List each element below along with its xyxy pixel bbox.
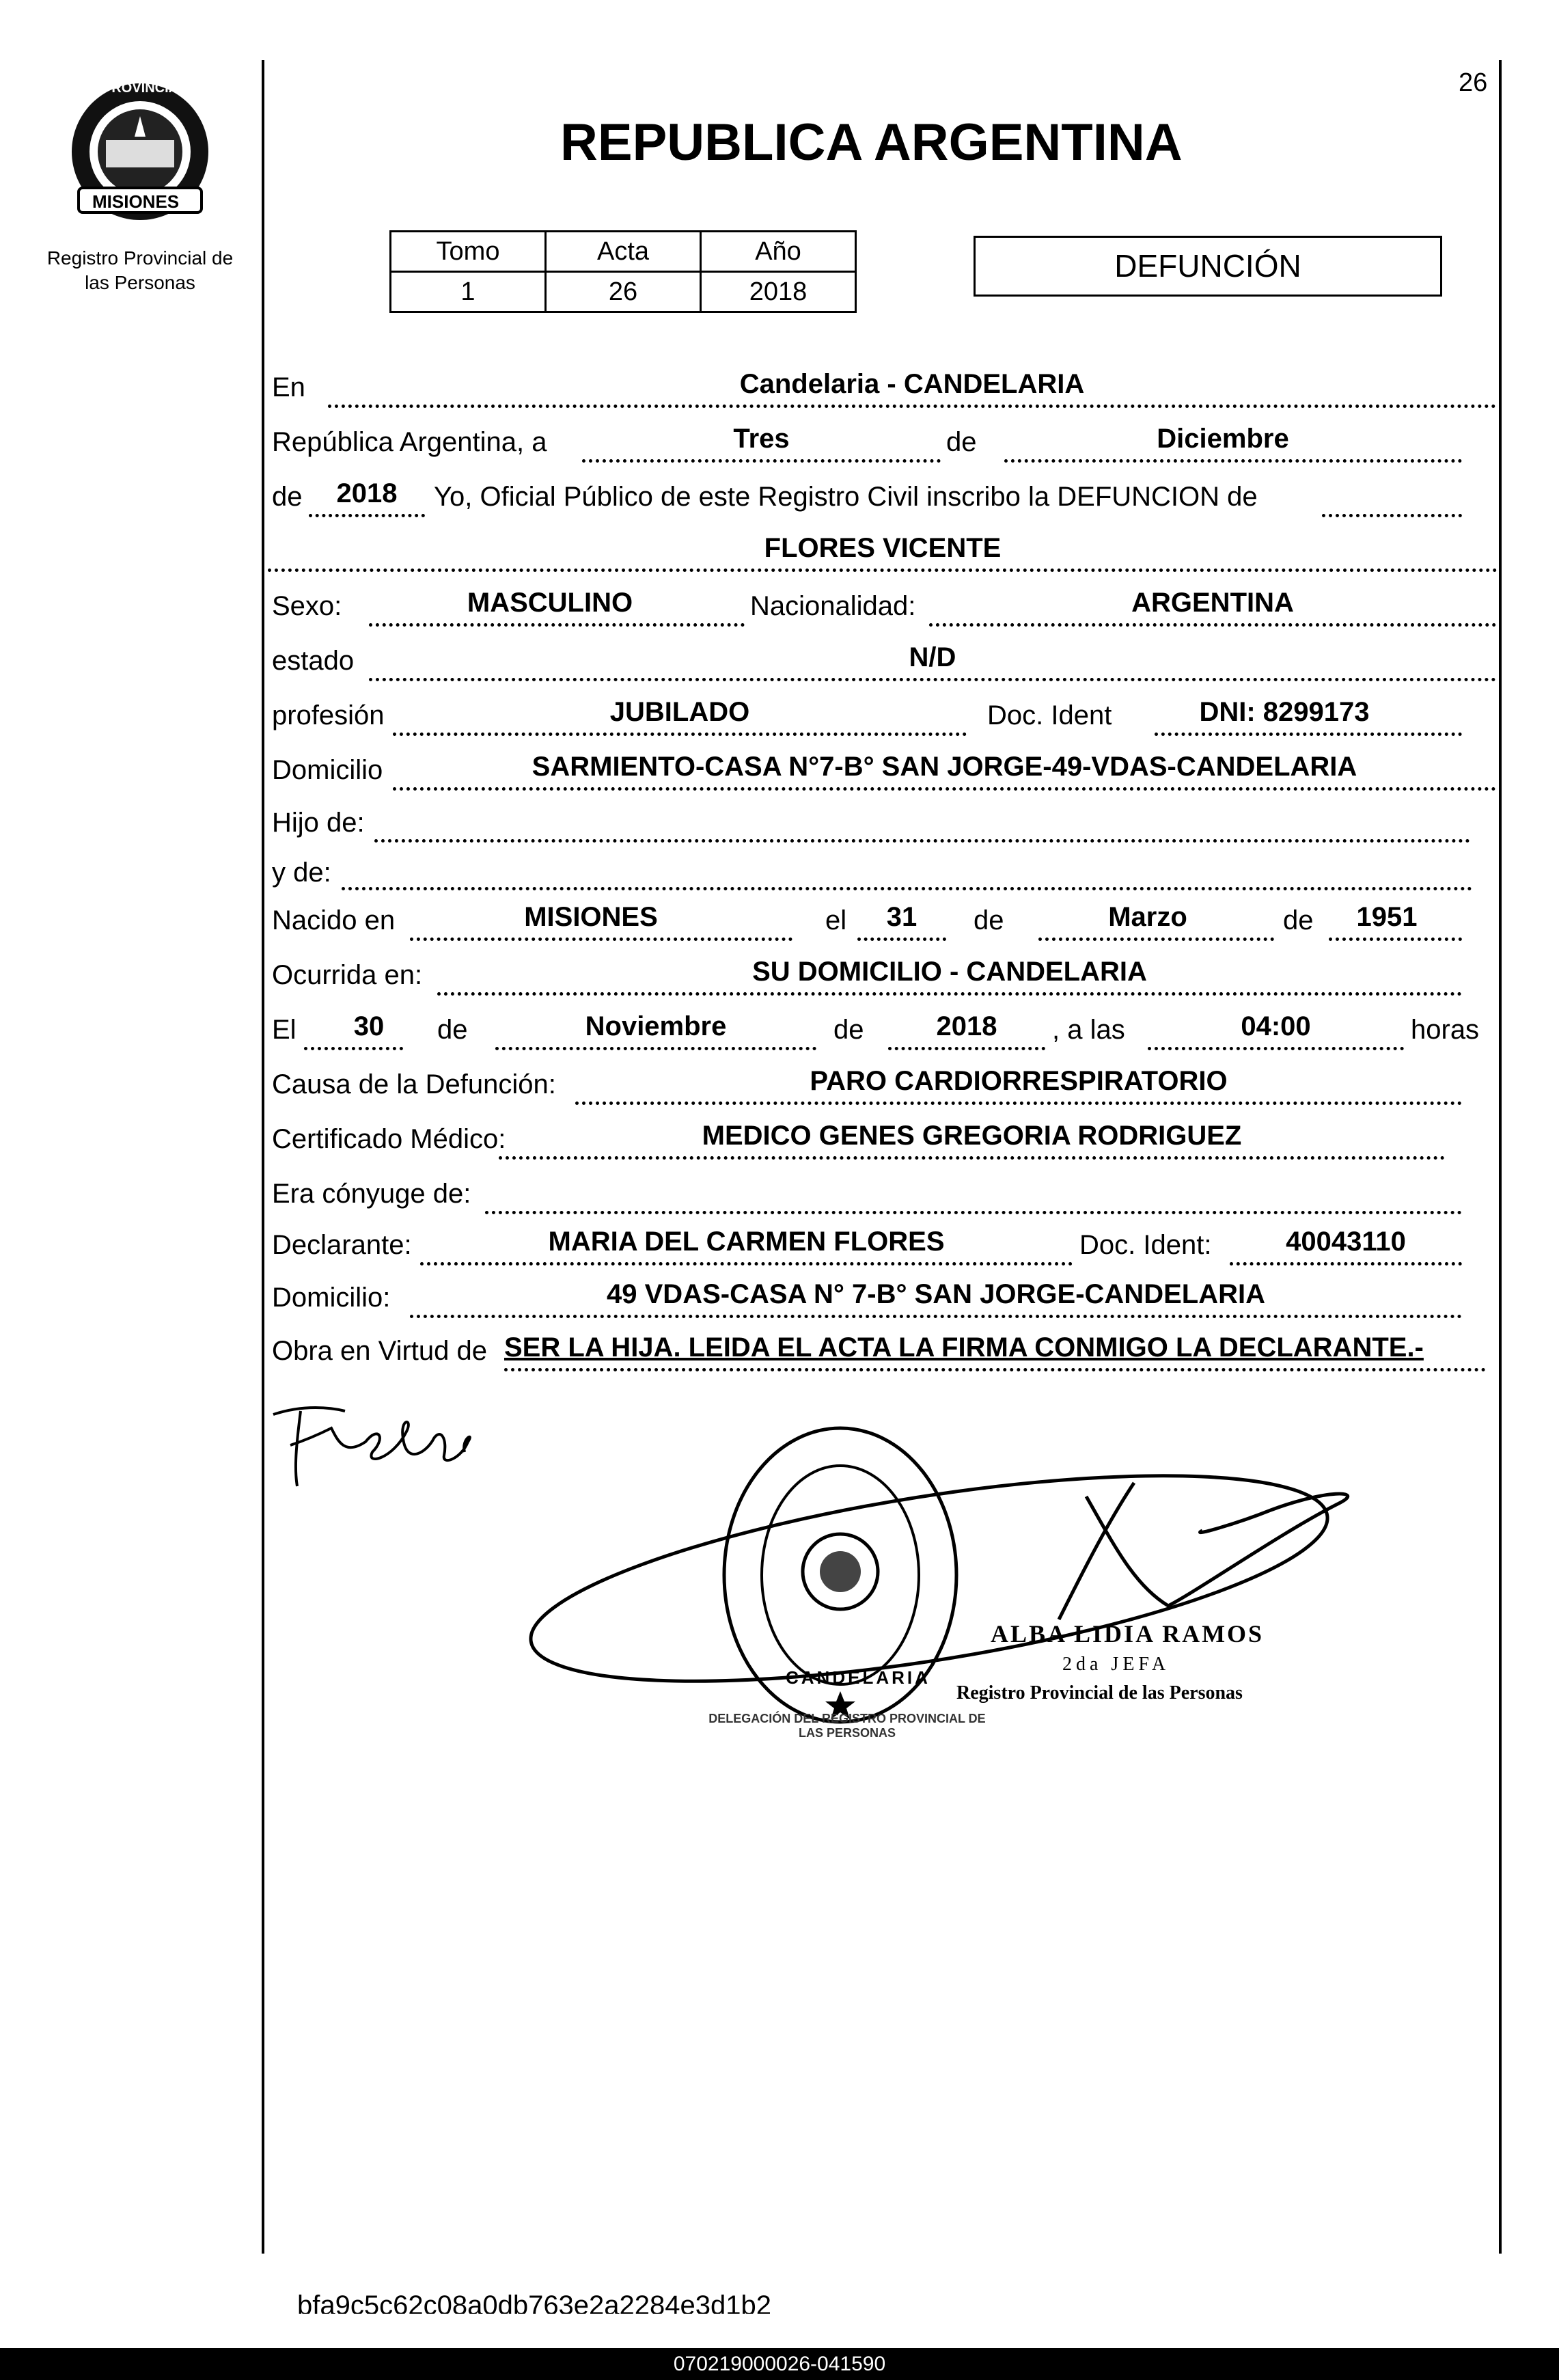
nacionalidad-dotline [929,623,1496,627]
declarante-doc-label: Doc. Ident: [1079,1230,1212,1260]
nacionalidad-value: ARGENTINA [1131,588,1294,618]
doc-dotline [1155,733,1462,736]
en-value: Candelaria - CANDELARIA [739,369,1085,399]
domicilio2-label: Domicilio: [272,1283,391,1313]
obra-value: SER LA HIJA. LEIDA EL ACTA LA FIRMA CONMIGO LA DECLARANTE.- [504,1332,1424,1363]
year-dotline [309,514,425,517]
declarante-value: MARIA DEL CARMEN FLORES [548,1227,945,1257]
de-label: de [946,427,977,457]
nacido-dia: 31 [886,902,918,932]
deceased-name: FLORES VICENTE [764,533,1002,563]
causa-label: Causa de la Defunción: [272,1069,556,1099]
nacido-label: Nacido en [272,905,396,935]
muerte-dia: 30 [353,1011,385,1041]
document-title: REPUBLICA ARGENTINA [560,113,1183,172]
page-number: 26 [1459,68,1488,97]
el-label-2: El [272,1015,296,1045]
sexo-label: Sexo: [272,591,342,621]
year-value: 2018 [336,478,398,508]
inscribo-text: Yo, Oficial Público de este Registro Civil inscribo la DEFUNCION de [434,482,1258,512]
declarante-doc-value: 40043110 [1286,1227,1406,1257]
ocurrida-label: Ocurrida en: [272,960,423,990]
muerte-mes: Noviembre [585,1011,727,1041]
profesion-value: JUBILADO [609,697,750,727]
muerte-hora: 04:00 [1241,1011,1311,1041]
document-hash: bfa9c5c62c08a0db763e2a2284e3d1b2 [297,2290,772,2314]
day-dotline [582,459,941,463]
de-label-5: de [833,1015,864,1045]
estado-dotline [369,678,1496,681]
domicilio2-dotline [410,1315,1462,1318]
declarante-dotline [420,1262,1073,1266]
republica-label: República Argentina, a [272,427,547,457]
record-table-value-anio: 2018 [701,272,856,312]
nacionalidad-label: Nacionalidad: [750,591,916,621]
conyuge-label: Era cónyuge de: [272,1179,471,1209]
month-text: Diciembre [1157,424,1289,454]
stamp-inner-text: CANDELARIA [786,1667,930,1688]
official-name: ALBA LIDIA RAMOS [991,1620,1265,1647]
month-dotline [1004,459,1462,463]
ocurrida-value: SU DOMICILIO - CANDELARIA [752,957,1147,987]
sexo-value: MASCULINO [467,588,633,618]
causa-dotline [575,1102,1462,1105]
obra-label: Obra en Virtud de [272,1336,488,1366]
causa-value: PARO CARDIORRESPIRATORIO [810,1066,1228,1096]
de-label-4: de [437,1015,468,1045]
declarante-doc-dotline [1230,1262,1462,1266]
record-table-header-anio: Año [701,232,856,272]
registry-label [27,246,253,295]
declarant-signature [263,1391,482,1493]
profesion-dotline [393,733,967,736]
record-table [389,230,857,313]
de-label-3: de [1283,905,1314,935]
ocurrida-dotline [437,992,1462,996]
record-table-header-tomo: Tomo [391,232,546,272]
name-dotline [268,569,1498,572]
muerte-anio: 2018 [936,1011,997,1041]
estado-label: estado [272,646,355,676]
muerte-dia-dotline [304,1047,403,1050]
domicilio-value: SARMIENTO-CASA N°7-B° SAN JORGE-49-VDAS-CANDELARIA [532,752,1357,782]
nacido-mes: Marzo [1108,902,1187,932]
de-label-2: de [974,905,1004,935]
doc-label: Doc. Ident [987,700,1112,730]
seal-top-text: PROVINCIA DE [102,81,201,96]
nacido-lugar-dotline [410,938,792,941]
doc-value: DNI: 8299173 [1199,697,1370,727]
nacido-anio: 1951 [1356,902,1418,932]
barcode-id-bar: 070219000026-041590 [0,2348,1559,2380]
day-text: Tres [733,424,790,454]
hijo-label: Hijo de: [272,808,365,838]
muerte-anio-dotline [888,1047,1045,1050]
yde-label: y de: [272,858,331,888]
domicilio2-value: 49 VDAS-CASA N° 7-B° SAN JORGE-CANDELARIA [607,1279,1265,1309]
hijo-dotline [374,839,1470,843]
en-dotline [328,405,1496,408]
certificado-label: Certificado Médico: [272,1124,506,1154]
en-label: En [272,372,305,402]
registry-label-line2: las Personas [85,272,195,293]
declarante-label: Declarante: [272,1230,412,1260]
estado-value: N/D [909,642,956,672]
alas-label: , a las [1052,1015,1125,1045]
domicilio-label: Domicilio [272,755,383,785]
muerte-mes-dotline [495,1047,816,1050]
official-office: Registro Provincial de las Personas [956,1682,1243,1704]
official-role: 2da JEFA [1062,1654,1170,1675]
nacido-anio-dotline [1329,938,1462,941]
domicilio-dotline [393,787,1496,791]
obra-dotline [504,1368,1486,1371]
conyuge-dotline [485,1211,1462,1214]
certificado-value: MEDICO GENES GREGORIA RODRIGUEZ [702,1121,1242,1151]
nacido-mes-dotline [1038,938,1274,941]
horas-label: horas [1411,1015,1480,1045]
inscribo-dotline [1322,514,1462,517]
record-table-value-acta: 26 [546,272,701,312]
muerte-hora-dotline [1148,1047,1404,1050]
certificado-dotline [499,1156,1445,1160]
right-margin-line [1499,60,1502,2254]
stamp-ring-text: DELEGACIÓN DEL REGISTRO PROVINCIAL DE LAS PERSONAS [708,1712,986,1740]
record-table-header-acta: Acta [546,232,701,272]
year-prefix: de [272,482,303,512]
record-type-box: DEFUNCIÓN [974,236,1442,297]
record-table-value-tomo: 1 [391,272,546,312]
profesion-label: profesión [272,700,385,730]
yde-dotline [342,887,1472,890]
sexo-dotline [369,623,745,627]
seal-bottom-text: MISIONES [92,191,180,212]
registry-label-line1: Registro Provincial de [46,247,234,269]
el-label: el [825,905,847,935]
nacido-dia-dotline [857,938,946,941]
nacido-lugar: MISIONES [524,902,658,932]
left-margin-line [262,60,264,2254]
